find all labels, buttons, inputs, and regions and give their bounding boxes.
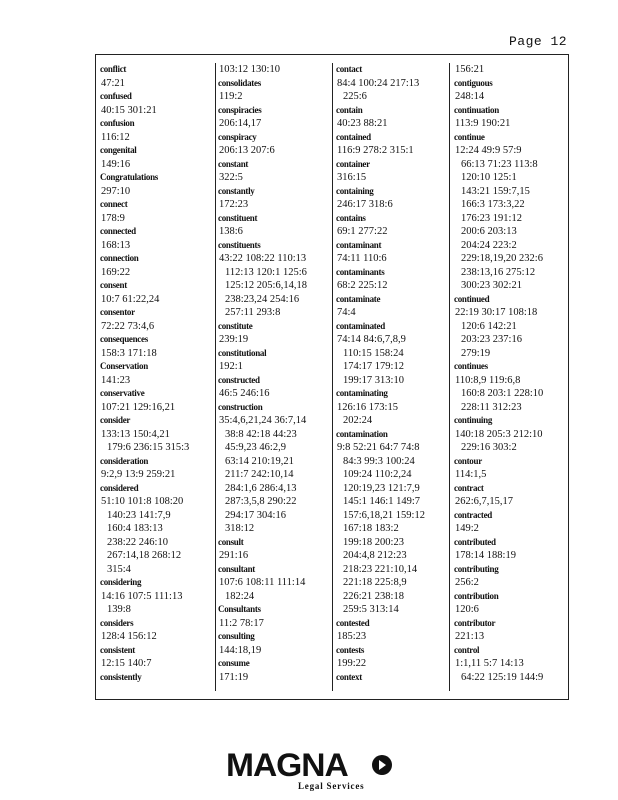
index-term: continues <box>454 361 488 371</box>
page-line-reference: 45:9,23 46:2,9 <box>225 442 286 453</box>
magna-logo <box>226 749 396 793</box>
index-term: Congratulations <box>100 172 159 182</box>
page-line-reference: 128:4 156:12 <box>101 631 157 642</box>
index-term: Conservation <box>100 361 148 371</box>
page-line-reference: 160:8 203:1 228:10 <box>461 388 544 399</box>
index-term: consulting <box>218 631 255 641</box>
index-term: construction <box>218 401 263 412</box>
page-line-reference: 74:4 <box>337 307 356 318</box>
page-line-reference: 126:16 173:15 <box>337 401 398 413</box>
page-line-reference: 125:12 205:6,14,18 <box>225 280 307 291</box>
page-line-reference: 120:10 125:1 <box>461 172 517 183</box>
page-line-reference: 22:19 30:17 108:18 <box>455 307 538 318</box>
page-line-reference: 168:13 <box>101 239 131 251</box>
index-term: contests <box>336 644 365 655</box>
page-line-reference: 38:8 42:18 44:23 <box>225 428 297 440</box>
page-line-reference: 72:22 73:4,6 <box>101 320 155 332</box>
index-term: considered <box>100 482 139 493</box>
column-divider <box>332 63 333 691</box>
index-term: context <box>336 671 362 682</box>
index-term: contact <box>336 64 362 74</box>
index-term: consider <box>100 415 131 425</box>
index-term: continued <box>454 293 490 304</box>
page-line-reference: 199:17 313:10 <box>343 374 404 386</box>
page-line-reference: 178:14 188:19 <box>455 550 516 561</box>
page-line-reference: 74:14 84:6,7,8,9 <box>337 334 406 345</box>
page-line-reference: 120:6 <box>455 604 479 615</box>
index-term: consistent <box>100 644 135 655</box>
page-line-reference: 166:3 173:3,22 <box>461 199 525 210</box>
index-term: consent <box>100 280 127 290</box>
page-line-reference: 149:2 <box>455 523 479 534</box>
index-term: contained <box>336 131 371 142</box>
index-term: contains <box>336 212 366 223</box>
page-line-reference: 9:8 52:21 64:7 74:8 <box>337 442 420 453</box>
index-column-1 <box>100 63 213 684</box>
page-line-reference: 203:23 237:16 <box>461 334 522 345</box>
page-line-reference: 246:17 318:6 <box>337 199 393 210</box>
page-line-reference: 140:18 205:3 212:10 <box>455 428 543 440</box>
page-line-reference: 238:22 246:10 <box>107 536 168 548</box>
index-term: conspiracy <box>218 131 257 142</box>
index-term: contracted <box>454 509 492 520</box>
page-line-reference: 114:1,5 <box>455 469 487 480</box>
page-line-reference: 144:18,19 <box>219 644 262 656</box>
page-line-reference: 284:1,6 286:4,13 <box>225 482 297 494</box>
page-line-reference: 206:14,17 <box>219 118 262 129</box>
page-line-reference: 294:17 304:16 <box>225 509 286 521</box>
index-term: consentor <box>100 307 135 317</box>
index-term: continuing <box>454 415 493 425</box>
page-line-reference: 64:22 125:19 144:9 <box>461 671 544 683</box>
page-line-reference: 262:6,7,15,17 <box>455 496 514 507</box>
index-term: container <box>336 158 370 169</box>
page-line-reference: 11:2 78:17 <box>219 617 264 629</box>
index-term: contaminants <box>336 266 385 277</box>
index-term: conspiracies <box>218 104 262 115</box>
page-line-reference: 145:1 146:1 149:7 <box>343 496 421 507</box>
page-line-reference: 138:6 <box>219 226 243 237</box>
page-line-reference: 116:12 <box>101 131 130 143</box>
page-line-reference: 69:1 277:22 <box>337 226 388 237</box>
page-line-reference: 139:8 <box>107 604 131 615</box>
index-term: connect <box>100 199 128 209</box>
page-line-reference: 156:21 <box>455 64 485 75</box>
logo-tagline: Legal Services <box>298 781 365 791</box>
page-line-reference: 279:19 <box>461 347 491 359</box>
index-term: consultant <box>218 563 256 574</box>
page-line-reference: 204:4,8 212:23 <box>343 550 407 561</box>
page-line-reference: 267:14,18 268:12 <box>107 550 182 561</box>
page-line-reference: 204:24 223:2 <box>461 239 517 251</box>
index-term: contested <box>336 617 370 628</box>
page-line-reference: 107:21 129:16,21 <box>101 401 176 413</box>
page-line-reference: 300:23 302:21 <box>461 280 522 291</box>
index-term: continuation <box>454 104 499 115</box>
page-line-reference: 112:13 120:1 125:6 <box>225 266 307 278</box>
column-divider <box>449 63 450 691</box>
index-term: conflict <box>100 64 127 74</box>
index-term: contract <box>454 482 484 493</box>
page-line-reference: 63:14 210:19,21 <box>225 455 294 467</box>
page-line-reference: 84:3 99:3 100:24 <box>343 455 415 467</box>
index-term: consequences <box>100 334 148 344</box>
page-line-reference: 68:2 225:12 <box>337 280 388 291</box>
page-line-reference: 12:24 49:9 57:9 <box>455 145 522 156</box>
page-line-reference: 172:23 <box>219 199 249 210</box>
index-column-4 <box>454 63 567 684</box>
page-line-reference: 120:6 142:21 <box>461 320 517 332</box>
page-line-reference: 9:2,9 13:9 259:21 <box>101 469 176 480</box>
index-term: constitute <box>218 320 253 331</box>
page-line-reference: 1:1,11 5:7 14:13 <box>455 658 524 669</box>
page-line-reference: 51:10 101:8 108:20 <box>101 496 184 507</box>
index-term: containing <box>336 185 374 196</box>
page-line-reference: 226:21 238:18 <box>343 590 404 602</box>
index-term: constitutional <box>218 347 267 358</box>
page-line-reference: 256:2 <box>455 577 479 588</box>
page-line-reference: 10:7 61:22,24 <box>101 293 160 305</box>
logo-wordmark: MAGNA <box>226 747 348 783</box>
page-line-reference: 84:4 100:24 217:13 <box>337 77 420 89</box>
page-line-reference: 46:5 246:16 <box>219 388 270 399</box>
index-term: Consultants <box>218 604 261 614</box>
page-line-reference: 109:24 110:2,24 <box>343 469 412 480</box>
page-line-reference: 35:4,6,21,24 36:7,14 <box>219 415 307 426</box>
column-divider <box>215 63 216 691</box>
page-line-reference: 107:6 108:11 111:14 <box>219 577 306 588</box>
index-term: constantly <box>218 185 255 196</box>
page-line-reference: 206:13 207:6 <box>219 145 275 156</box>
page-number: Page 12 <box>509 34 568 49</box>
page-line-reference: 141:23 <box>101 374 131 386</box>
index-term: contamination <box>336 428 388 439</box>
index-term: constituent <box>218 212 258 223</box>
arrow-icon <box>372 755 392 775</box>
page-line-reference: 43:22 108:22 110:13 <box>219 253 307 264</box>
page-line-reference: 116:9 278:2 315:1 <box>337 145 414 156</box>
index-term: contributor <box>454 617 496 628</box>
index-term: contaminated <box>336 320 385 331</box>
page-line-reference: 169:22 <box>101 266 131 278</box>
page-line-reference: 171:19 <box>219 671 249 683</box>
index-term: contour <box>454 455 482 466</box>
page-line-reference: 149:16 <box>101 158 131 170</box>
page-line-reference: 322:5 <box>219 172 243 183</box>
page-line-reference: 40:15 301:21 <box>101 104 157 116</box>
page-line-reference: 248:14 <box>455 91 485 102</box>
index-term: consult <box>218 536 244 547</box>
page-line-reference: 257:11 293:8 <box>225 307 281 318</box>
page-line-reference: 200:6 203:13 <box>461 226 517 237</box>
page-line-reference: 318:12 <box>225 523 255 534</box>
page-line-reference: 120:19,23 121:7,9 <box>343 482 420 494</box>
page-line-reference: 176:23 191:12 <box>461 212 522 224</box>
page-line-reference: 140:23 141:7,9 <box>107 509 171 521</box>
page-line-reference: 119:2 <box>219 91 243 102</box>
index-term: constituents <box>218 239 261 250</box>
index-term: contribution <box>454 590 499 601</box>
page-line-reference: 12:15 140:7 <box>101 658 152 669</box>
page-line-reference: 113:9 190:21 <box>455 118 511 129</box>
page-line-reference: 199:18 200:23 <box>343 536 404 548</box>
page-line-reference: 66:13 71:23 113:8 <box>461 158 538 170</box>
page-line-reference: 178:9 <box>101 212 125 224</box>
page-line-reference: 218:23 221:10,14 <box>343 563 418 575</box>
page-line-reference: 133:13 150:4,21 <box>101 428 170 440</box>
page-line-reference: 316:15 <box>337 172 367 183</box>
page-line-reference: 287:3,5,8 290:22 <box>225 496 297 507</box>
page-line-reference: 211:7 242:10,14 <box>225 469 294 480</box>
index-column-3 <box>336 63 449 684</box>
index-term: continue <box>454 131 485 142</box>
index-term: contaminating <box>336 388 388 398</box>
index-column-2 <box>218 63 331 684</box>
page-line-reference: 110:8,9 119:6,8 <box>455 374 521 386</box>
index-term: considering <box>100 577 142 587</box>
page-line-reference: 110:15 158:24 <box>343 347 404 359</box>
page-line-reference: 167:18 183:2 <box>343 523 399 534</box>
index-term: connection <box>100 253 139 263</box>
index-frame <box>95 54 569 700</box>
page-line-reference: 40:23 88:21 <box>337 118 388 129</box>
index-term: control <box>454 644 480 655</box>
page-line-reference: 182:24 <box>225 590 255 602</box>
page-line-reference: 174:17 179:12 <box>343 361 404 372</box>
page-line-reference: 158:3 171:18 <box>101 347 157 359</box>
page-line-reference: 202:24 <box>343 415 373 426</box>
page-line-reference: 221:18 225:8,9 <box>343 577 407 588</box>
page-line-reference: 199:22 <box>337 658 367 669</box>
page-line-reference: 291:16 <box>219 550 249 561</box>
index-term: consistently <box>100 671 142 682</box>
index-term: confusion <box>100 118 135 128</box>
index-term: congenital <box>100 145 137 155</box>
index-term: consolidates <box>218 77 261 88</box>
page-line-reference: 228:11 312:23 <box>461 401 522 413</box>
page-line-reference: 103:12 130:10 <box>219 64 280 75</box>
index-term: constructed <box>218 374 260 385</box>
index-term: confused <box>100 91 132 101</box>
index-term: connected <box>100 226 136 236</box>
index-term: constant <box>218 158 249 169</box>
index-term: contain <box>336 104 363 115</box>
page-line-reference: 229:18,19,20 232:6 <box>461 253 543 264</box>
index-term: contributed <box>454 536 496 547</box>
index-term: considers <box>100 617 134 628</box>
page-line-reference: 160:4 183:13 <box>107 523 163 534</box>
index-term: contributing <box>454 563 499 574</box>
page-line-reference: 143:21 159:7,15 <box>461 185 530 197</box>
page-line-reference: 185:23 <box>337 631 367 642</box>
page-line-reference: 192:1 <box>219 361 243 372</box>
page-line-reference: 221:13 <box>455 631 485 642</box>
index-term: contaminate <box>336 293 381 304</box>
page-line-reference: 14:16 107:5 111:13 <box>101 590 183 602</box>
page-line-reference: 238:13,16 275:12 <box>461 266 536 278</box>
index-term: consume <box>218 658 250 668</box>
page-line-reference: 297:10 <box>101 185 131 197</box>
page-line-reference: 74:11 110:6 <box>337 253 387 264</box>
page-line-reference: 157:6,18,21 159:12 <box>343 509 425 521</box>
page-line-reference: 229:16 303:2 <box>461 442 517 453</box>
index-term: conservative <box>100 388 145 398</box>
page-line-reference: 47:21 <box>101 77 125 89</box>
page-line-reference: 259:5 313:14 <box>343 604 399 615</box>
page-line-reference: 239:19 <box>219 334 249 345</box>
page-line-reference: 238:23,24 254:16 <box>225 293 300 305</box>
index-term: consideration <box>100 455 149 466</box>
page-line-reference: 225:6 <box>343 91 367 102</box>
index-term: contaminant <box>336 239 382 250</box>
page-line-reference: 315:4 <box>107 563 131 575</box>
page-line-reference: 179:6 236:15 315:3 <box>107 442 190 453</box>
index-term: contiguous <box>454 77 493 88</box>
